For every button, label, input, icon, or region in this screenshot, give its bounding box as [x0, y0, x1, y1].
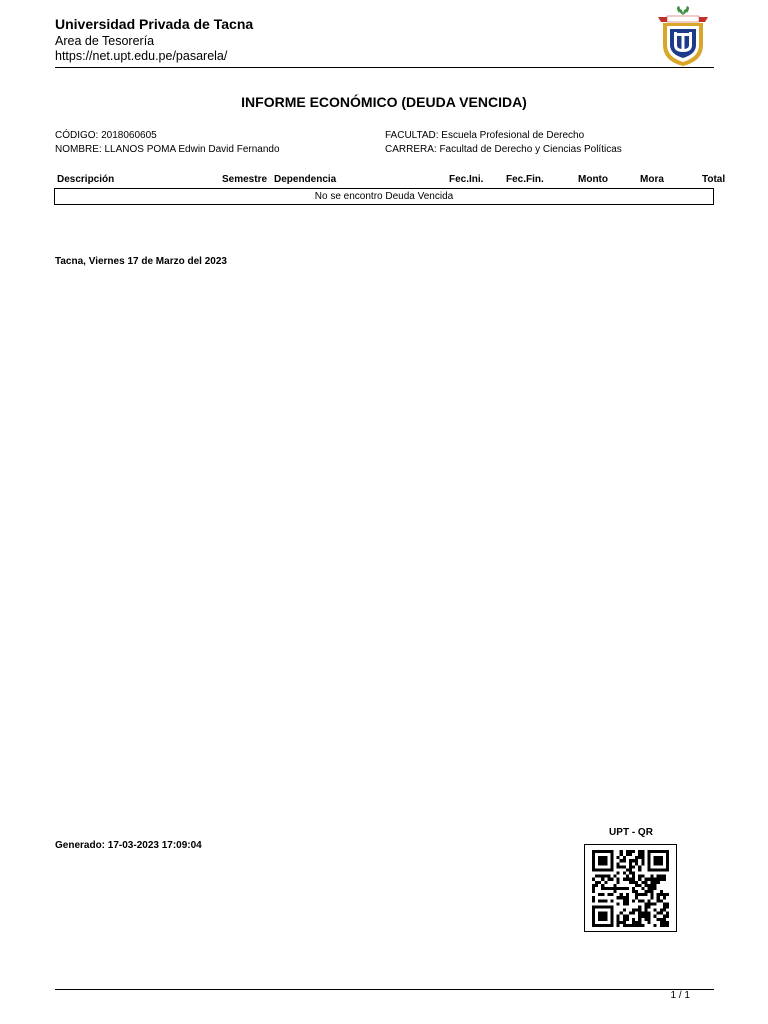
portal-url: https://net.upt.edu.pe/pasarela/ [55, 49, 228, 63]
place-and-date: Tacna, Viernes 17 de Marzo del 2023 [55, 256, 227, 267]
header-divider [55, 67, 714, 68]
generated-timestamp: Generado: 17-03-2023 17:09:04 [55, 840, 202, 851]
university-shield-logo [655, 5, 711, 67]
col-header-descripcion: Descripción [57, 174, 115, 185]
col-header-fec-ini: Fec.Ini. [449, 174, 484, 185]
student-code: CÓDIGO: 2018060605 [55, 130, 157, 141]
col-header-monto: Monto [578, 174, 608, 185]
student-name: NOMBRE: LLANOS POMA Edwin David Fernando [55, 144, 280, 155]
student-career: CARRERA: Facultad de Derecho y Ciencias Políticas [385, 144, 622, 155]
footer-divider [55, 989, 714, 990]
col-header-mora: Mora [640, 174, 664, 185]
department-name: Area de Tesorería [55, 34, 155, 48]
col-header-dependencia: Dependencia [274, 174, 337, 185]
university-name: Universidad Privada de Tacna [55, 16, 254, 32]
col-header-total: Total [702, 174, 726, 185]
qr-label: UPT - QR [609, 827, 653, 838]
col-header-fec-fin: Fec.Fin. [506, 174, 544, 185]
page-number: 1 / 1 [670, 990, 690, 1001]
student-faculty: FACULTAD: Escuela Profesional de Derecho [385, 130, 585, 141]
report-title: INFORME ECONÓMICO (DEUDA VENCIDA) [241, 94, 527, 110]
col-header-semestre: Semestre [222, 174, 268, 185]
qr-code-icon [584, 844, 677, 932]
empty-debt-message: No se encontro Deuda Vencida [54, 188, 714, 205]
